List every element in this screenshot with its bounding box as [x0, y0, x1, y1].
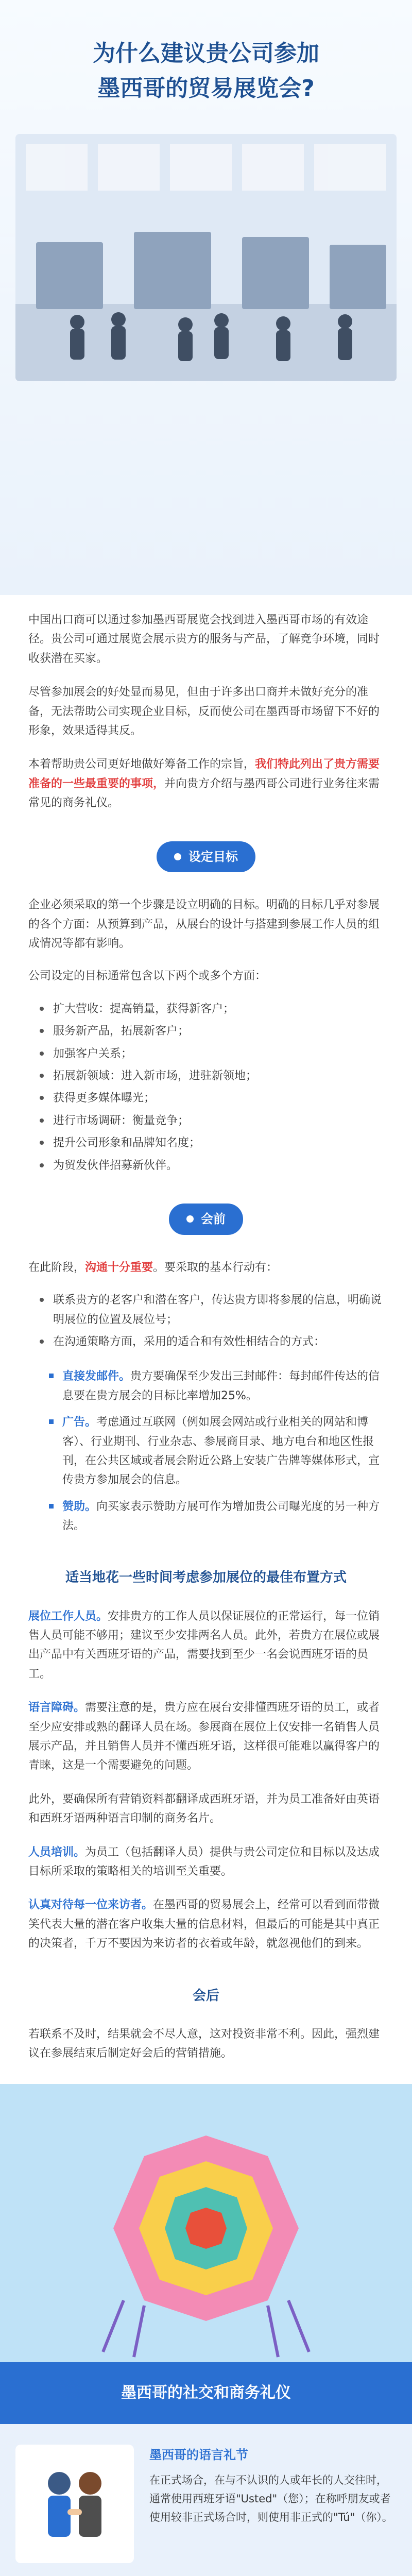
goal-list-item: 为贸发伙伴招募新伙伴。 [40, 1156, 384, 1175]
handshake-icon [15, 2445, 134, 2563]
etiquette-heading: 墨西哥的社交和商务礼仪 [0, 2362, 412, 2424]
etiquette-section [0, 2424, 412, 2576]
goal-paragraph-1: 企业必须采取的第一个步骤是设立明确的目标。明确的目标几乎对参展的各个方面：从预算到产品，从展台的设计与搭建到参展工作人员的组成情况等都有影响。 [28, 899, 380, 951]
goal-list-item: 拓展新领域：进入新市场，进驻新领地； [40, 1066, 384, 1086]
hero-title-line2: 墨西哥的贸易展览会? [97, 75, 315, 102]
intro-section [0, 595, 412, 813]
pre-show-bullet: 在沟通策略方面，采用的适合和有效性相结合的方式： [40, 1332, 384, 1351]
hero-title [0, 36, 412, 106]
intro-highlight: 我们特此列出了贵方需要准备的一些最重要的事项， [28, 758, 380, 790]
tactics-list [49, 1367, 384, 1535]
goal-list-item: 进行市场调研：衡量竞争； [40, 1111, 384, 1130]
pre-show-highlight: 沟通十分重要 [85, 1261, 153, 1274]
exhibition-hall-illustration [15, 134, 397, 381]
tips-paragraph: 展位工作人员。安排贵方的工作人员以保证展位的正常运行，每一位销售人员可能不够用；建议至少安排两名人员。此外，若贵方在展位或展出产品中有关西班牙语的产品，需要找到至少一名会说西班牙语的员工。 [28, 1609, 380, 1681]
tips-section [0, 1566, 412, 2063]
target-icon [174, 853, 181, 860]
card-title: 墨西哥的语言礼节 [149, 2447, 248, 2462]
pre-show-section-tag [0, 1204, 412, 1235]
goal-list-item: 提升公司形象和品牌知名度； [40, 1133, 384, 1153]
tips-paragraph: 认真对待每一位来访者。在墨西哥的贸易展会上，经常可以看到面带微笑代表大量的潜在客户收集大量的信息材料，但最后的可能是其中真正的决策者，千万不要因为来访者的衣着或年龄，就忽视他们的到来。 [28, 1899, 380, 1951]
goal-section [0, 895, 412, 1175]
intro-paragraph-1: 中国出口商可以通过参加墨西哥展览会找到进入墨西哥市场的有效途径。贵公司可通过展览会展示贵方的服务与产品，了解竞争环境，同时收获潜在买家。 [28, 614, 380, 665]
goal-paragraph-2: 公司设定的目标通常包含以下两个或多个方面： [28, 970, 267, 983]
post-show-title: 会后 [192, 1988, 219, 2004]
etiquette-card [15, 2445, 397, 2563]
pre-show-paragraph-1: 在此阶段，沟通十分重要。要采取的基本行动有： [28, 1261, 278, 1274]
pre-show-bullet-list [40, 1291, 384, 1351]
hero-section [0, 0, 412, 595]
goal-list-item: 扩大营收：提高销量，获得新客户； [40, 999, 384, 1019]
post-show-paragraph: 若联系不及时，结果就会不尽人意，这对投资非常不利。因此，强烈建议在参展结束后制定好会后的营销措施。 [28, 2027, 380, 2060]
tips-title: 适当地花一些时间考虑参加展位的最佳布置方式 [65, 1570, 347, 1586]
goal-section-tag [0, 841, 412, 873]
goal-list-item: 获得更多媒体曝光； [40, 1089, 384, 1108]
goal-list-item: 加强客户关系； [40, 1044, 384, 1063]
exhibition-hall-image [15, 134, 397, 381]
card-paragraph: 在正式场合，在与不认识的人或年长的人交往时，通常使用西班牙语"Usted"（您）；在称呼朋友或者使用较非正式场合时，则使用非正式的"Tú"（你）。 [149, 2474, 393, 2523]
pre-show-section [0, 1258, 412, 1536]
goal-list-item: 服务新产品，拓展新客户； [40, 1022, 384, 1041]
tips-paragraph: 此外，要确保所有营销资料都翻译成西班牙语，并为员工准备好由英语和西班牙语两种语言印制的商务名片。 [28, 1792, 380, 1825]
pinata-image [0, 2084, 412, 2362]
pre-show-section-label: 会前 [201, 1212, 226, 1226]
tactic-item: 直接发邮件。贵方要确保至少发出三封邮件：每封邮件传达的信息要在贵方展会的目标比率增加25%。 [49, 1367, 384, 1405]
hero-title-line1: 为什么建议贵公司参加 [93, 40, 319, 66]
tips-paragraph: 人员培训。为员工（包括翻译人员）提供与贵公司定位和目标以及达成目标所采取的策略相关的培训至关重要。 [28, 1845, 380, 1878]
tactic-item: 赞助。向买家表示赞助方展可作为增加贵公司曝光度的另一种方法。 [49, 1497, 384, 1536]
calendar-icon [186, 1215, 194, 1223]
intro-paragraph-3: 本着帮助贵公司更好地做好筹备工作的宗旨，我们特此列出了贵方需要准备的一些最重要的事项，并向贵方介绍与墨西哥公司进行业务往来需常见的商务礼仪。 [28, 758, 380, 810]
pinata-illustration [0, 2084, 412, 2362]
goal-list [40, 999, 384, 1175]
intro-paragraph-2: 尽管参加展会的好处显而易见，但由于许多出口商并未做好充分的准备，无法帮助公司实现企业目标，反而使公司在墨西哥市场留下不好的形象，效果适得其反。 [28, 686, 380, 737]
pre-show-bullet: 联系贵方的老客户和潜在客户，传达贵方即将参展的信息，明确说明展位的位置及展位号； [40, 1291, 384, 1329]
tips-paragraph: 语言障碍。需要注意的是，贵方应在展台安排懂西班牙语的员工，或者至少应安排或熟的翻译人员在场。参展商在展位上仅安排一名销售人员展示产品，并且销售人员并不懂西班牙语，这样很可能难以赢得客户的青睐，这是一个需要避免的问题。 [28, 1701, 380, 1772]
goal-section-label: 设定目标 [188, 849, 238, 864]
tactic-item: 广告。考虑通过互联网（例如展会网站或行业相关的网站和博客）、行业期刊、行业杂志、参展商目录、地方电台和地区性报刊，在公共区域或者展会附近公路上安装广告牌等媒体形式，宣传贵方参加展会的信息。 [49, 1413, 384, 1490]
